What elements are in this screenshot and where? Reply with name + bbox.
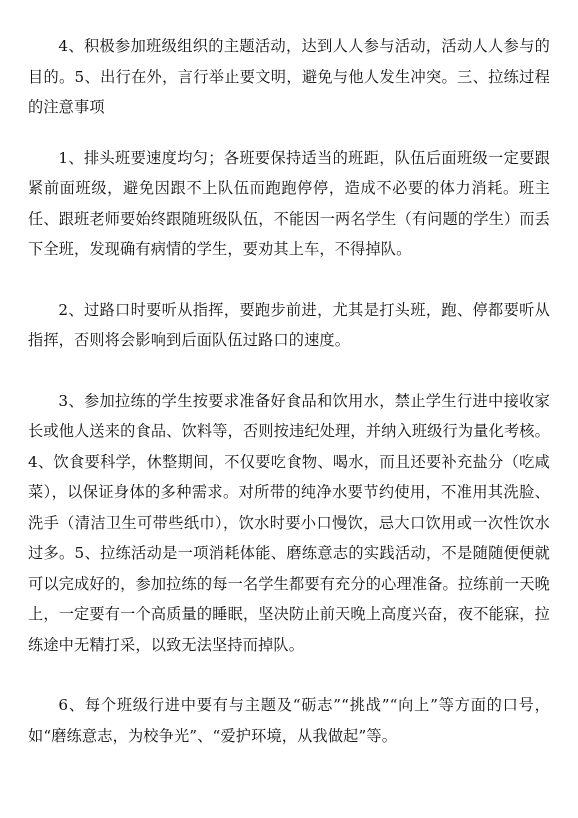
paragraph-class-slogans: 6、每个班级行进中要有与主题及“砺志”“挑战”“向上”等方面的口号，如“磨练意志，为校争光”、“爱护环境，从我做起”等。 [28, 696, 550, 745]
paragraph-crossing-intersections: 2、过路口时要听从指挥，要跑步前进，尤其是打头班，跑、停都要听从指挥，否则将会影响到后面队伍过路口的速度。 [28, 300, 550, 349]
paragraph-activities-and-notes-heading: 4、积极参加班级组织的主题活动，达到人人参与活动，活动人人参与的目的。5、出行在外，言行举止要文明，避免与他人发生冲突。三、拉练过程的注意事项 [28, 37, 550, 116]
paragraph-food-water-and-preparation: 3、参加拉练的学生按要求准备好食品和饮用水，禁止学生行进中接收家长或他人送来的食品、饮料等，否则按违纪处理，并纳入班级行为量化考核。4、饮食要科学，休整期间，不仅要吃食物、喝水，而且还要补充盐分（吃咸菜），以保证身体的多种需求。对所带的纯净水要节约使用，不准用其洗脸、洗手（清洁卫生可带些纸巾），饮水时要小口慢饮，忌大口饮用或一次性饮水过多。5、拉练活动是一项消耗体能、磨练意志的实践活动，不是随随便便就可以完成好的，参加拉练的每一名学生都要有充分的心理准备。拉练前一天晚上，一定要有一个高质量的睡眠，坚决防止前天晚上高度兴奋，夜不能寐，拉练途中无精打采，以致无法坚持而掉队。 [28, 391, 550, 654]
paragraph-lead-class-speed: 1、排头班要速度均匀；各班要保持适当的班距，队伍后面班级一定要跟紧前面班级，避免因跟不上队伍而跑跑停停，造成不必要的体力消耗。班主任、跟班老师要始终跟随班级队伍，不能因一两名学生（有问题的学生）而丢下全班，发现确有病情的学生，要劝其上车，不得掉队。 [28, 148, 550, 258]
